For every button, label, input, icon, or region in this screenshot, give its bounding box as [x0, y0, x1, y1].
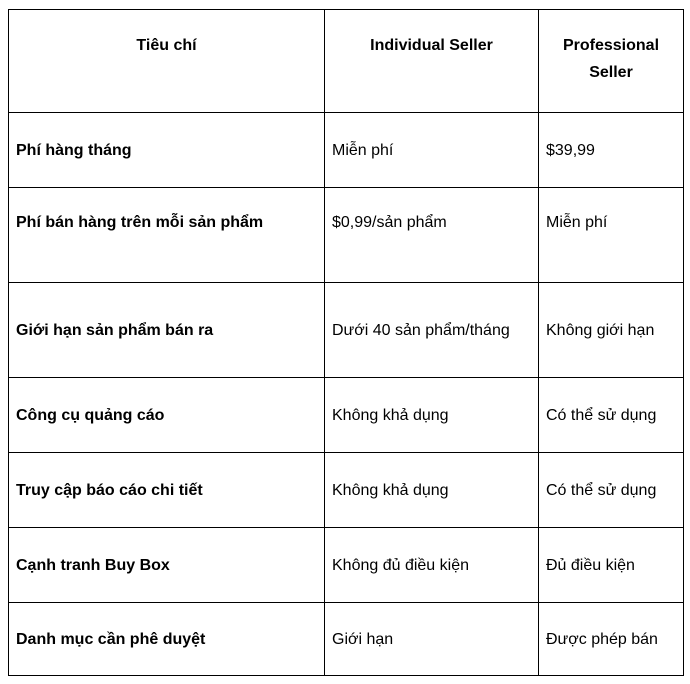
criteria-cell: Truy cập báo cáo chi tiết: [9, 453, 325, 528]
criteria-cell: Phí bán hàng trên mỗi sản phẩm: [9, 188, 325, 283]
table-row: [9, 528, 684, 603]
criteria-cell: Công cụ quảng cáo: [9, 378, 325, 453]
criteria-cell: Cạnh tranh Buy Box: [9, 528, 325, 603]
comparison-table: [8, 9, 684, 676]
table-header-row: [9, 10, 684, 113]
professional-cell: Có thể sử dụng: [539, 378, 684, 453]
table-row: [9, 113, 684, 188]
table-row: [9, 378, 684, 453]
header-criteria: Tiêu chí: [9, 10, 325, 113]
table-row: [9, 453, 684, 528]
header-professional-seller: Professional Seller: [539, 10, 684, 113]
criteria-cell: Phí hàng tháng: [9, 113, 325, 188]
professional-cell: $39,99: [539, 113, 684, 188]
individual-cell: Không khả dụng: [325, 378, 539, 453]
professional-cell: Được phép bán: [539, 603, 684, 676]
professional-cell: Đủ điều kiện: [539, 528, 684, 603]
table-row: [9, 603, 684, 676]
table-row: [9, 188, 684, 283]
individual-cell: Giới hạn: [325, 603, 539, 676]
professional-cell: Không giới hạn: [539, 283, 684, 378]
individual-cell: Không đủ điều kiện: [325, 528, 539, 603]
header-individual-seller: Individual Seller: [325, 10, 539, 113]
criteria-cell: Giới hạn sản phẩm bán ra: [9, 283, 325, 378]
professional-cell: Miễn phí: [539, 188, 684, 283]
individual-cell: Không khả dụng: [325, 453, 539, 528]
individual-cell: $0,99/sản phẩm: [325, 188, 539, 283]
table-row: [9, 283, 684, 378]
criteria-cell: Danh mục cần phê duyệt: [9, 603, 325, 676]
individual-cell: Miễn phí: [325, 113, 539, 188]
individual-cell: Dưới 40 sản phẩm/tháng: [325, 283, 539, 378]
professional-cell: Có thể sử dụng: [539, 453, 684, 528]
